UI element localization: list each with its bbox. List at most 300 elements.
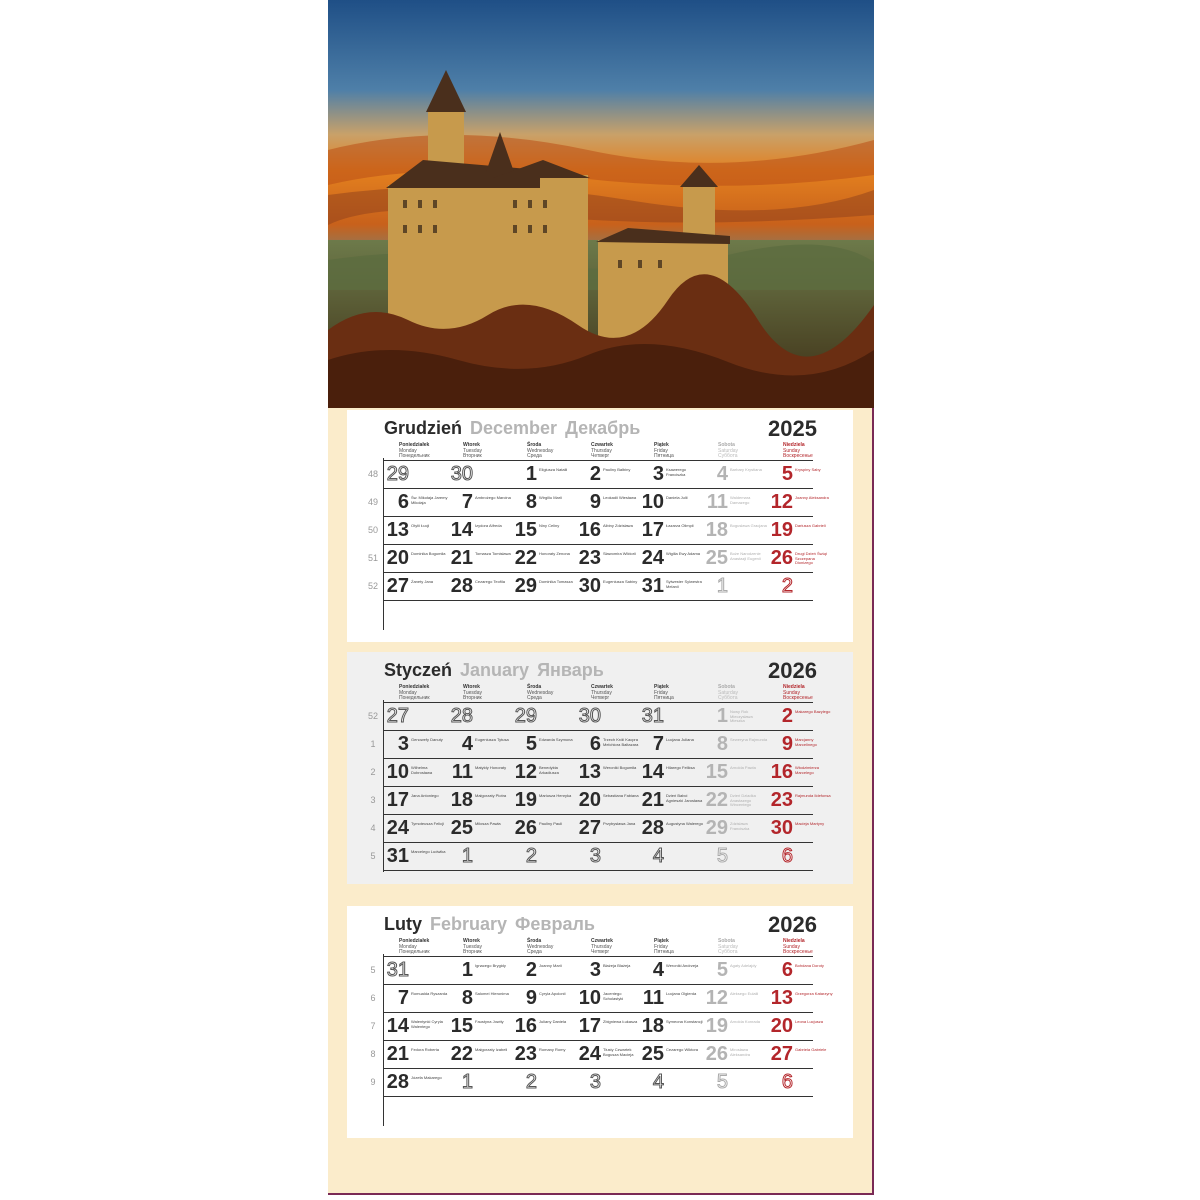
name-day-text: Symeona Konstancji: [666, 1019, 703, 1024]
day-cell[interactable]: [449, 488, 513, 516]
name-day-text: Józefa Makarego: [411, 1075, 442, 1080]
day-number: 19: [770, 519, 793, 541]
day-cell[interactable]: [704, 758, 768, 786]
day-number: 20: [578, 789, 601, 811]
day-cell[interactable]: [704, 544, 768, 572]
day-cell[interactable]: [577, 814, 641, 842]
day-number: 19: [514, 789, 537, 811]
day-cell[interactable]: [577, 1068, 641, 1096]
day-cell[interactable]: [513, 842, 577, 870]
day-header-line: Воскресенье: [783, 695, 813, 702]
day-header-line: Понедельник: [399, 695, 430, 702]
day-header-line: Tuesday: [463, 689, 482, 696]
day-cell[interactable]: [577, 758, 641, 786]
day-cell[interactable]: [577, 572, 641, 600]
day-header-line: Среда: [527, 453, 542, 460]
day-cell[interactable]: [513, 516, 577, 544]
name-day-text: Makarego Bazylego: [795, 709, 831, 714]
day-number: 26: [770, 547, 793, 569]
day-number: 5: [781, 463, 793, 485]
day-cell[interactable]: [704, 488, 768, 516]
name-day-text: Marcjanny Marcelinego: [795, 737, 817, 747]
day-cell[interactable]: [640, 730, 704, 758]
day-number: 15: [450, 1015, 473, 1037]
day-cell[interactable]: [640, 1040, 704, 1068]
day-number: 21: [641, 789, 664, 811]
month-name-pl: Luty: [384, 914, 422, 934]
day-header-line: Poniedziałek: [399, 442, 430, 448]
day-header: [718, 939, 788, 956]
day-header: [591, 939, 661, 956]
name-day-text: Juliany Daniela: [539, 1019, 567, 1024]
month-panel: [347, 410, 853, 642]
day-header-line: Friday: [654, 943, 668, 950]
week-number: 49: [367, 497, 378, 507]
day-cell[interactable]: [385, 730, 449, 758]
day-number: 5: [716, 845, 728, 867]
name-day-text: Błażeja Blażeja: [603, 963, 631, 968]
day-number: 30: [450, 463, 473, 485]
day-cell[interactable]: [449, 984, 513, 1012]
day-header-line: Среда: [527, 695, 542, 702]
day-cell[interactable]: [640, 758, 704, 786]
day-cell[interactable]: [704, 956, 768, 984]
week-number: 5: [370, 851, 376, 861]
month-title: [384, 418, 640, 439]
day-cell[interactable]: [513, 786, 577, 814]
day-cell[interactable]: [769, 842, 833, 870]
day-cell[interactable]: [769, 758, 833, 786]
day-cell[interactable]: [640, 814, 704, 842]
grid-row-line: [383, 600, 813, 601]
day-number: 6: [781, 845, 793, 867]
name-day-text: Małgorzaty Izabeli: [475, 1047, 508, 1052]
day-number: 15: [514, 519, 537, 541]
day-number: 11: [451, 761, 473, 783]
day-cell[interactable]: [449, 758, 513, 786]
day-header: [399, 443, 469, 460]
day-cell[interactable]: [513, 1040, 577, 1068]
day-cell[interactable]: [577, 516, 641, 544]
day-cell[interactable]: [769, 702, 833, 730]
day-cell[interactable]: [640, 956, 704, 984]
name-day-text: Izydora Alfreda: [475, 523, 502, 528]
name-day-text: Rajmunda Ildefonsa: [795, 793, 831, 798]
day-header-line: Poniedziałek: [399, 684, 430, 690]
day-header-line: Piątek: [654, 442, 669, 448]
day-cell[interactable]: [704, 984, 768, 1012]
day-number: 2: [781, 705, 793, 727]
name-day-text: Salomei Hieronima: [475, 991, 509, 996]
week-number: 8: [370, 1049, 376, 1059]
day-number: 5: [525, 733, 537, 755]
name-day-text: Albiny Zdzisława: [603, 523, 633, 528]
day-cell[interactable]: [513, 1012, 577, 1040]
day-cell[interactable]: [385, 544, 449, 572]
day-cell[interactable]: [449, 702, 513, 730]
day-number: 17: [578, 1015, 601, 1037]
name-day-text: Leona Lucjusza: [795, 1019, 824, 1024]
day-cell[interactable]: [769, 1012, 833, 1040]
day-cell[interactable]: [577, 842, 641, 870]
day-cell[interactable]: [385, 572, 449, 600]
day-number: 16: [770, 761, 793, 783]
day-cell[interactable]: [577, 1012, 641, 1040]
week-number: 4: [370, 823, 376, 833]
day-cell[interactable]: [513, 984, 577, 1012]
day-number: 7: [397, 987, 409, 1009]
name-day-text: Agaty Adelajdy: [730, 963, 757, 968]
day-cell[interactable]: [513, 730, 577, 758]
name-day-text: Joanny Aleksandra: [795, 495, 829, 500]
day-cell[interactable]: [385, 488, 449, 516]
day-cell[interactable]: [640, 984, 704, 1012]
day-cell[interactable]: [769, 1040, 833, 1068]
day-cell[interactable]: [513, 758, 577, 786]
day-header-line: Четверг: [591, 949, 610, 956]
day-number: 10: [386, 761, 409, 783]
name-day-text: Przybysława Jana: [603, 821, 636, 826]
day-header-line: Czwartek: [591, 442, 613, 448]
day-cell[interactable]: [385, 460, 449, 488]
day-cell[interactable]: [704, 786, 768, 814]
day-cell[interactable]: [704, 572, 768, 600]
day-number: 8: [461, 987, 473, 1009]
week-number: 3: [370, 795, 376, 805]
name-day-text: Tomasza Tomisława: [475, 551, 511, 556]
name-day-text: Augustyna Walerego: [666, 821, 703, 826]
day-cell[interactable]: [769, 1068, 833, 1096]
year-label: 2026: [768, 658, 817, 683]
day-number: 12: [514, 761, 537, 783]
day-number: 20: [770, 1015, 793, 1037]
day-cell[interactable]: [577, 544, 641, 572]
day-header-line: Вторник: [463, 949, 482, 956]
day-header-line: Суббота: [718, 453, 738, 460]
day-number: 10: [641, 491, 664, 513]
day-number: 3: [397, 733, 409, 755]
day-cell[interactable]: [449, 516, 513, 544]
day-cell[interactable]: [577, 730, 641, 758]
day-cell[interactable]: [640, 572, 704, 600]
name-day-text: Ignacego Brygidy: [475, 963, 506, 968]
day-header-line: Monday: [399, 689, 417, 696]
day-cell[interactable]: [513, 702, 577, 730]
name-day-text: Cezarego Teofila: [475, 579, 505, 584]
day-cell[interactable]: [769, 814, 833, 842]
day-cell[interactable]: [449, 842, 513, 870]
day-header-line: Thursday: [591, 447, 612, 454]
name-day-text: Hilarego Feliksa: [666, 765, 695, 770]
day-number: 12: [770, 491, 793, 513]
day-cell[interactable]: [640, 544, 704, 572]
day-header-line: Monday: [399, 943, 417, 950]
day-cell[interactable]: [385, 814, 449, 842]
week-number: 51: [367, 553, 378, 563]
day-header: [527, 685, 597, 702]
day-number: 14: [450, 519, 473, 541]
day-cell[interactable]: [513, 814, 577, 842]
day-number: 20: [386, 547, 409, 569]
name-day-text: Seweryna Rajmunda: [730, 737, 768, 742]
name-day-text: Barbary Krystiana: [730, 467, 762, 472]
week-number: 9: [370, 1077, 376, 1087]
day-cell[interactable]: [640, 1012, 704, 1040]
day-header: [783, 939, 853, 956]
day-cell[interactable]: [577, 786, 641, 814]
day-header: [527, 939, 597, 956]
day-header-line: Суббота: [718, 695, 738, 702]
day-cell[interactable]: [640, 842, 704, 870]
day-header: [463, 685, 533, 702]
day-number: 26: [705, 1043, 728, 1065]
day-number: 31: [641, 575, 664, 597]
month-name-ru: Февраль: [515, 914, 595, 934]
day-header-line: Niedziela: [783, 938, 805, 944]
day-header-line: Piątek: [654, 938, 669, 944]
month-name-ru: Декабрь: [565, 418, 641, 438]
day-cell[interactable]: [640, 516, 704, 544]
day-cell[interactable]: [769, 460, 833, 488]
day-cell[interactable]: [769, 984, 833, 1012]
day-number: 11: [706, 491, 728, 513]
day-cell[interactable]: [449, 1068, 513, 1096]
name-day-text: Wirgiliu Marii: [539, 495, 562, 500]
day-cell[interactable]: [769, 786, 833, 814]
day-number: 7: [652, 733, 664, 755]
day-header-line: Пятница: [654, 453, 674, 460]
day-number: 18: [705, 519, 728, 541]
day-number: 4: [652, 959, 664, 981]
month-name-pl: Grudzień: [384, 418, 463, 438]
day-header-line: Вторник: [463, 453, 482, 460]
day-cell[interactable]: [704, 730, 768, 758]
day-header: [783, 685, 853, 702]
day-header-line: Saturday: [718, 447, 739, 454]
day-cell[interactable]: [385, 956, 449, 984]
name-day-text: Fedora Roberta: [411, 1047, 440, 1052]
day-number: 3: [589, 959, 601, 981]
day-header-line: Четверг: [591, 453, 610, 460]
day-cell[interactable]: [769, 956, 833, 984]
day-cell[interactable]: [449, 460, 513, 488]
day-header-line: Wednesday: [527, 943, 554, 950]
day-cell[interactable]: [577, 1040, 641, 1068]
day-cell[interactable]: [704, 842, 768, 870]
day-number: 1: [716, 705, 728, 727]
name-day-text: Romany Romy: [539, 1047, 566, 1052]
name-day-text: Dominika Bogumiła: [411, 551, 446, 556]
day-number: 2: [781, 575, 793, 597]
name-day-text: Ksawerego Franciszka: [666, 467, 687, 477]
day-header-line: Wtorek: [463, 684, 480, 690]
day-cell[interactable]: [385, 842, 449, 870]
name-day-text: Lucjana Olgierda: [666, 991, 697, 996]
month-name-en: February: [430, 914, 508, 934]
day-number: 9: [525, 987, 537, 1009]
day-number: 3: [652, 463, 664, 485]
day-cell[interactable]: [577, 956, 641, 984]
day-cell[interactable]: [577, 460, 641, 488]
day-cell[interactable]: [704, 814, 768, 842]
day-header-line: Wednesday: [527, 447, 554, 454]
week-number: 1: [370, 739, 376, 749]
month-panel: [347, 906, 853, 1138]
day-cell[interactable]: [513, 572, 577, 600]
day-cell[interactable]: [513, 956, 577, 984]
name-day-text: Grzegorza Katarzyny: [795, 991, 833, 996]
name-day-text: Sylwester Sylwestra Melanii: [666, 579, 702, 589]
name-day-text: Cyryla Apolonii: [539, 991, 566, 996]
day-number: 14: [641, 761, 664, 783]
day-cell[interactable]: [704, 1068, 768, 1096]
day-cell[interactable]: [449, 956, 513, 984]
day-cell[interactable]: [385, 1068, 449, 1096]
day-cell[interactable]: [577, 702, 641, 730]
day-cell[interactable]: [385, 786, 449, 814]
day-header: [654, 939, 724, 956]
day-cell[interactable]: [449, 786, 513, 814]
day-cell[interactable]: [769, 572, 833, 600]
day-cell[interactable]: [385, 1012, 449, 1040]
day-number: 29: [705, 817, 728, 839]
name-day-text: Eligiusza Natalii: [539, 467, 568, 472]
week-number: 6: [370, 993, 376, 1003]
day-header-line: Tuesday: [463, 943, 482, 950]
day-cell[interactable]: [449, 1040, 513, 1068]
day-number: 24: [578, 1043, 601, 1065]
day-number: 17: [641, 519, 664, 541]
day-header-line: Sunday: [783, 689, 800, 696]
day-cell[interactable]: [769, 544, 833, 572]
day-cell[interactable]: [449, 1012, 513, 1040]
day-cell[interactable]: [385, 702, 449, 730]
month-title: [384, 660, 604, 681]
day-cell[interactable]: [769, 730, 833, 758]
day-cell[interactable]: [640, 460, 704, 488]
day-cell[interactable]: [640, 488, 704, 516]
name-day-text: Nowy Rok Mieczysława Mieszka: [730, 709, 753, 724]
name-day-text: Żanety Jana: [411, 579, 434, 584]
day-header: [783, 443, 853, 460]
day-header-line: Пятница: [654, 949, 674, 956]
day-number: 30: [770, 817, 793, 839]
day-cell[interactable]: [769, 516, 833, 544]
day-number: 22: [450, 1043, 473, 1065]
name-day-text: Jacentego Scholastyki: [603, 991, 624, 1001]
day-number: 23: [578, 547, 601, 569]
day-number: 26: [514, 817, 537, 839]
name-day-text: Eugeniusza Tytusa: [475, 737, 509, 742]
day-header: [654, 443, 724, 460]
day-number: 6: [781, 1071, 793, 1093]
day-cell[interactable]: [704, 460, 768, 488]
day-header-line: Понедельник: [399, 453, 430, 460]
month-name-en: January: [460, 660, 530, 680]
day-number: 6: [589, 733, 601, 755]
day-cell[interactable]: [640, 702, 704, 730]
day-number: 16: [514, 1015, 537, 1037]
name-day-text: Niny Celiny: [539, 523, 560, 528]
day-header: [399, 685, 469, 702]
day-cell[interactable]: [385, 1040, 449, 1068]
month-name-ru: Январь: [537, 660, 604, 680]
day-header-line: Четверг: [591, 695, 610, 702]
day-number: 27: [578, 817, 601, 839]
day-header: [718, 443, 788, 460]
day-cell[interactable]: [449, 814, 513, 842]
day-cell[interactable]: [577, 984, 641, 1012]
day-number: 4: [461, 733, 473, 755]
day-cell[interactable]: [385, 516, 449, 544]
day-cell[interactable]: [385, 984, 449, 1012]
day-cell[interactable]: [704, 516, 768, 544]
day-number: 8: [525, 491, 537, 513]
name-day-text: Cezarego Wiktora: [666, 1047, 699, 1052]
day-cell[interactable]: [577, 488, 641, 516]
day-cell[interactable]: [640, 1068, 704, 1096]
day-cell[interactable]: [769, 488, 833, 516]
day-number: 17: [386, 789, 409, 811]
day-number: 13: [770, 987, 793, 1009]
day-number: 29: [386, 463, 409, 485]
name-day-text: Aleksego Eulalii: [730, 991, 759, 996]
day-number: 30: [578, 575, 601, 597]
day-header-line: Суббота: [718, 949, 738, 956]
day-cell[interactable]: [449, 730, 513, 758]
day-cell[interactable]: [513, 488, 577, 516]
name-day-text: Drugi Dzień Świąt Szczepana Dionizego: [795, 551, 827, 566]
name-day-text: Dominika Tomasza: [539, 579, 573, 584]
day-header-line: Пятница: [654, 695, 674, 702]
name-day-text: Dariusza Gabrieli: [795, 523, 826, 528]
day-number: 1: [461, 959, 473, 981]
day-number: 22: [705, 789, 728, 811]
day-cell[interactable]: [704, 1040, 768, 1068]
day-header-line: Wtorek: [463, 442, 480, 448]
day-number: 13: [386, 519, 409, 541]
day-number: 1: [461, 845, 473, 867]
day-header-line: Вторник: [463, 695, 482, 702]
day-number: 28: [450, 575, 473, 597]
day-cell[interactable]: [385, 758, 449, 786]
name-day-text: Bohdana Doroty: [795, 963, 824, 968]
name-day-text: Weroniki Andrzeja: [666, 963, 699, 968]
day-number: 30: [578, 705, 601, 727]
day-header-line: Sobota: [718, 442, 735, 448]
day-number: 5: [716, 959, 728, 981]
name-day-text: Gabriela Gabriele: [795, 1047, 827, 1052]
day-cell[interactable]: [449, 572, 513, 600]
day-cell[interactable]: [449, 544, 513, 572]
day-cell[interactable]: [513, 544, 577, 572]
day-number: 2: [525, 845, 537, 867]
day-cell[interactable]: [513, 460, 577, 488]
name-day-text: Pauliny Pauli: [539, 821, 563, 826]
day-number: 31: [386, 959, 409, 981]
day-header: [718, 685, 788, 702]
day-number: 29: [514, 705, 537, 727]
day-cell[interactable]: [513, 1068, 577, 1096]
day-number: 23: [770, 789, 793, 811]
day-cell[interactable]: [704, 1012, 768, 1040]
name-day-text: Faustyna Jowity: [475, 1019, 504, 1024]
day-cell[interactable]: [640, 786, 704, 814]
day-header-line: Środa: [527, 938, 542, 944]
day-number: 27: [386, 705, 409, 727]
day-cell[interactable]: [704, 702, 768, 730]
day-header: [463, 443, 533, 460]
